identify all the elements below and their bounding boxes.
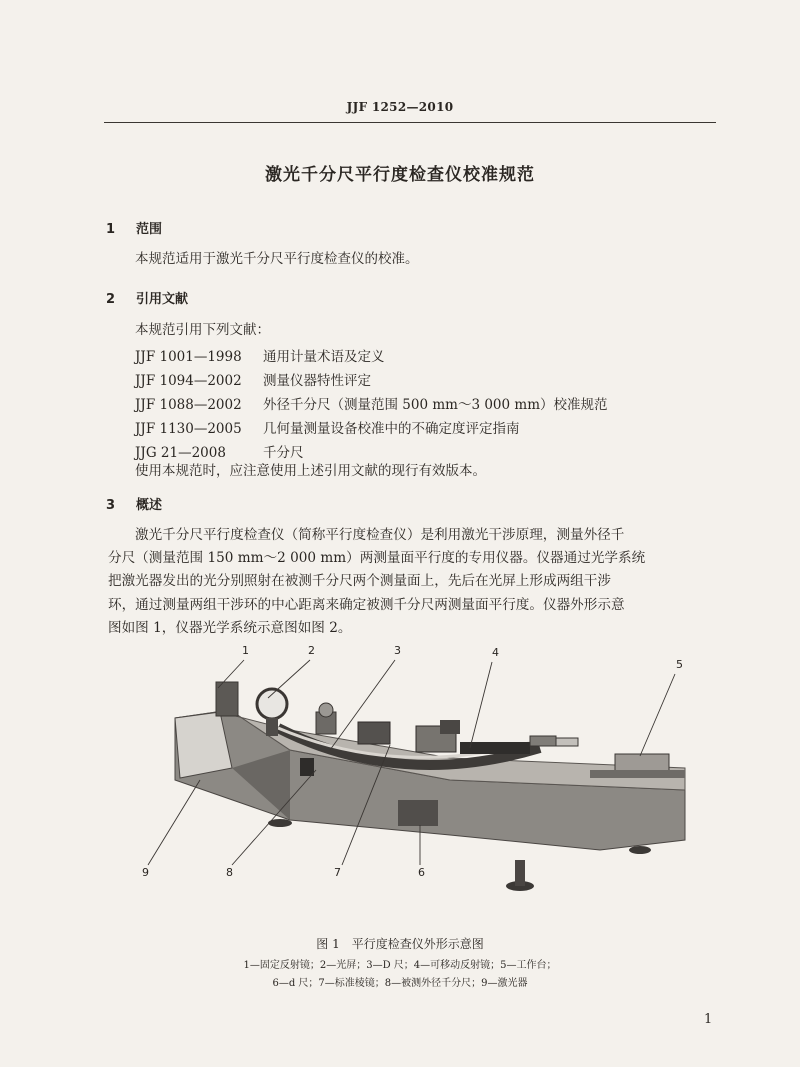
section-2-intro: 本规范引用下列文献： (135, 322, 270, 338)
figure-label-8: 8 (226, 866, 233, 879)
section-3-line: 分尺（测量范围 150 mm～2 000 mm）两测量面平行度的专用仪器。仪器通过光学系统 (108, 550, 646, 567)
reference-title: 几何量测量设备校准中的不确定度评定指南 (263, 421, 520, 437)
reference-code: JJG 21—2008 (135, 445, 226, 461)
figure-label-6: 6 (418, 866, 425, 879)
section-3-line: 把激光器发出的光分别照射在被测千分尺两个测量面上，先后在光屏上形成两组干涉 (108, 573, 611, 590)
reference-item (135, 417, 520, 437)
section-1-body: 本规范适用于激光千分尺平行度检查仪的校准。 (135, 251, 419, 267)
section-3-title: 概述 (136, 498, 163, 513)
document-title: 激光千分尺平行度检查仪校准规范 (265, 165, 535, 185)
reference-item (135, 369, 371, 389)
reference-title: 千分尺 (263, 445, 304, 461)
figure-label-9: 9 (142, 866, 149, 879)
reference-title: 测量仪器特性评定 (263, 373, 371, 389)
section-3-heading (106, 494, 162, 513)
instrument-figure (120, 640, 720, 920)
reference-code: JJF 1094—2002 (135, 373, 242, 389)
figure-caption: 图 1 平行度检查仪外形示意图 (316, 937, 484, 951)
section-3-number: 3 (106, 498, 116, 513)
figure-label-3: 3 (394, 644, 401, 657)
reference-item (135, 441, 304, 461)
section-3-line: 环，通过测量两组干涉环的中心距离来确定被测千分尺两测量面平行度。仪器外形示意 (108, 596, 625, 613)
figure-label-2: 2 (308, 644, 315, 657)
section-3-line: 激光千分尺平行度检查仪（简称平行度检查仪）是利用激光干涉原理，测量外径千 (135, 527, 625, 543)
reference-code: JJF 1088—2002 (135, 397, 242, 413)
figure-label-4: 4 (492, 646, 499, 659)
reference-title: 外径千分尺（测量范围 500 mm～3 000 mm）校准规范 (263, 397, 608, 413)
section-2-number: 2 (106, 292, 116, 307)
reference-code: JJF 1001—1998 (135, 349, 242, 365)
header-rule (104, 122, 716, 123)
figure-label-5: 5 (676, 658, 683, 671)
reference-item (135, 393, 608, 413)
reference-title: 通用计量术语及定义 (263, 349, 385, 365)
section-3-body (108, 524, 718, 640)
figure-legend-line: 6—d 尺；7—标准棱镜；8—被测外径千分尺；9—激光器 (272, 978, 528, 989)
section-1-heading (106, 218, 162, 237)
section-1-number: 1 (106, 222, 116, 237)
figure-label-7: 7 (334, 866, 341, 879)
standard-code-header: JJF 1252—2010 (346, 100, 454, 114)
reference-item (135, 345, 385, 365)
figure-label-1: 1 (242, 644, 249, 657)
section-3-line: 图如图 1，仪器光学系统示意图如图 2。 (108, 619, 352, 636)
figure-legend-line: 1—固定反射镜；2—光屏；3—D 尺；4—可移动反射镜；5—工作台； (243, 960, 557, 971)
section-1-title: 范围 (136, 222, 163, 237)
reference-code: JJF 1130—2005 (135, 421, 242, 437)
section-2-note: 使用本规范时，应注意使用上述引用文献的现行有效版本。 (135, 463, 486, 479)
section-2-heading (106, 288, 188, 307)
page-number: 1 (704, 1012, 713, 1027)
section-2-title: 引用文献 (136, 292, 189, 307)
